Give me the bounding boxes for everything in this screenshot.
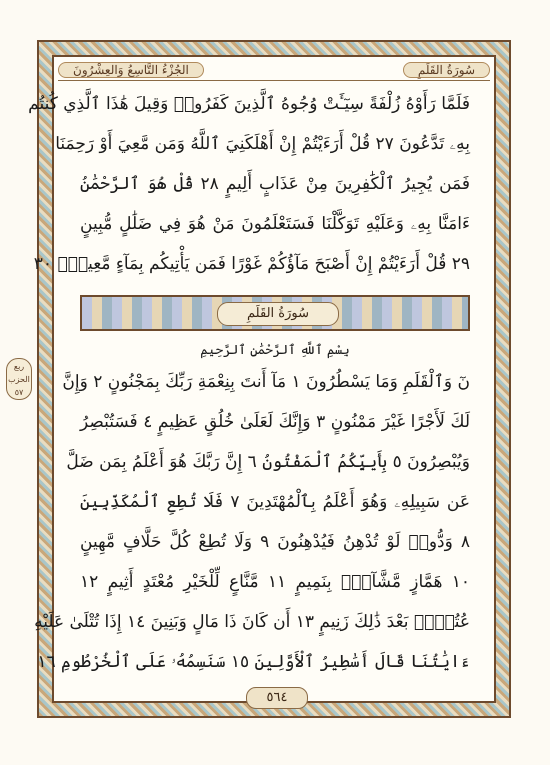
verse-line: نٓ وَٱلْقَلَمِ وَمَا يَسْطُرُونَ ١ مَآ أَنتَ بِنِعْمَةِ رَبِّكَ بِمَجْنُونٍ ٢ وَإِنَّ xyxy=(62,372,470,392)
verse-line: فَلَمَّا رَأَوْهُ زُلْفَةً سِيٓـَٔتْ وُجُوهُ ٱلَّذِينَ كَفَرُوا۟ وَقِيلَ هَٰذَا ٱلَّذِي كُنتُم xyxy=(28,94,470,114)
hizb-number: ٥٧ xyxy=(14,388,24,397)
verse-line: فَمَن يُجِيرُ ٱلْكَٰفِرِينَ مِنْ عَذَابٍ أَلِيمٍ ٢٨ قُلْ هُوَ ٱلرَّحْمَٰنُ xyxy=(80,174,471,194)
juz-label: الجُزْءُ التَّاسِعُ وَالعِشْرُونَ xyxy=(58,62,204,78)
verse-line: ءَامَنَّا بِهِۦ وَعَلَيْهِ تَوَكَّلْنَا فَسَتَعْلَمُونَ مَنْ هُوَ فِي ضَلَٰلٍ مُّبِينٍ xyxy=(80,214,470,234)
verse-line: ءَايَٰتُنَا قَالَ أَسَٰطِيرُ ٱلْأَوَّلِينَ ١٥ سَنَسِمُهُۥ عَلَى ٱلْخُرْطُومِ ١٦ xyxy=(37,652,470,672)
verse-line: وَيُبْصِرُونَ ٥ بِأَييِّكُمُ ٱلْمَفْتُونُ ٦ إِنَّ رَبَّكَ هُوَ أَعْلَمُ بِمَن ضَلَّ xyxy=(66,452,470,472)
verse-line: ٨ وَدُّوا۟ لَوْ تُدْهِنُ فَيُدْهِنُونَ ٩ وَلَا تُطِعْ كُلَّ حَلَّافٍ مَّهِينٍ xyxy=(80,532,470,552)
surah-label: سُورَةُ القَلَمِ xyxy=(403,62,490,78)
hizb-quarter-label: ربع xyxy=(13,362,25,371)
verse-line: ١٠ هَمَّازٍ مَّشَّآءٍۭ بِنَمِيمٍ ١١ مَّنَّاعٍ لِّلْخَيْرِ مُعْتَدٍ أَثِيمٍ ١٢ xyxy=(80,572,470,592)
hizb-marker xyxy=(6,358,32,400)
verse-line: بِهِۦ تَدَّعُونَ ٢٧ قُلْ أَرَءَيْتُمْ إِنْ أَهْلَكَنِيَ ٱللَّهُ وَمَن مَّعِيَ أَوْ رَحِمَنَا xyxy=(55,134,470,154)
verse-line: ٢٩ قُلْ أَرَءَيْتُمْ إِنْ أَصْبَحَ مَآؤُكُمْ غَوْرًا فَمَن يَأْتِيكُم بِمَآءٍ مَّعِينٍۭ ٣٠ xyxy=(33,254,470,274)
verse-line: عَن سَبِيلِهِۦ وَهُوَ أَعْلَمُ بِٱلْمُهْتَدِينَ ٧ فَلَا تُطِعِ ٱلْمُكَذِّبِينَ xyxy=(80,492,470,512)
page-number: ٥٦٤ xyxy=(246,687,308,709)
verse-line: لَكَ لَأَجْرًا غَيْرَ مَمْنُونٍ ٣ وَإِنَّكَ لَعَلَىٰ خُلُقٍ عَظِيمٍ ٤ فَسَتُبْصِرُ xyxy=(80,412,470,432)
page-header xyxy=(58,60,490,81)
basmala: بِسْمِ ٱللَّهِ ٱلرَّحْمَٰنِ ٱلرَّحِيمِ xyxy=(200,343,350,358)
hizb-label: الحزب xyxy=(8,375,30,384)
surah-title: سُورَةُ القَلَمِ xyxy=(217,302,339,326)
verse-line: عُتُلٍّۭ بَعْدَ ذَٰلِكَ زَنِيمٍ ١٣ أَن كَانَ ذَا مَالٍ وَبَنِينَ ١٤ إِذَا تُتْلَىٰ عَلَيْهِ xyxy=(34,612,470,632)
surah-title-banner xyxy=(80,295,470,331)
